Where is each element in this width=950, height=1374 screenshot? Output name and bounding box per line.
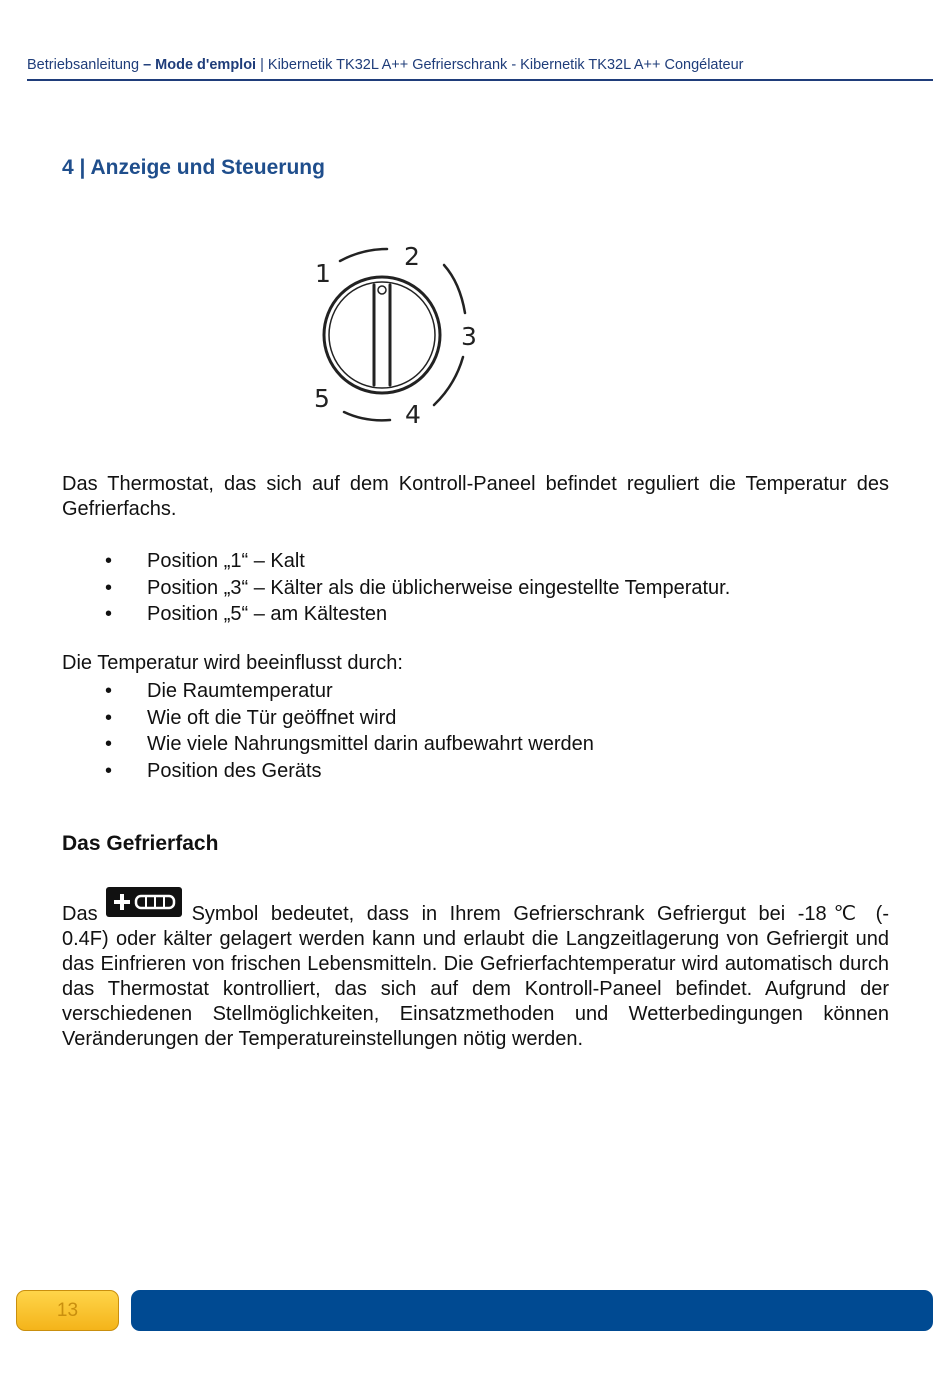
section-title: 4 | Anzeige und Steuerung — [62, 156, 325, 179]
freezer-text-after-symbol: Symbol bedeutet, dass in Ihrem Gefrierschrank Gefriergut bei -18℃ (- — [191, 903, 889, 925]
footer-bar — [131, 1290, 933, 1331]
list-item: • Wie viele Nahrungsmittel darin aufbewahrt werden — [105, 733, 594, 755]
list-item: • Position des Geräts — [105, 759, 322, 782]
position-list — [62, 548, 730, 628]
freezer-heading: Das Gefrierfach — [62, 832, 219, 855]
list-item: • Position „1“ – Kalt — [105, 550, 305, 572]
dial-label-5: 5 — [314, 384, 330, 413]
header-divider — [27, 79, 933, 81]
list-item: • Position „5“ – am Kältesten — [105, 603, 388, 625]
freezer-text-start: Das — [62, 903, 98, 925]
dial-label-2: 2 — [404, 242, 420, 271]
influence-heading: Die Temperatur wird beeinflusst durch: — [62, 652, 403, 674]
list-item: • Die Raumtemperatur — [105, 680, 333, 702]
influence-list — [62, 678, 594, 784]
page-number: 13 — [16, 1290, 119, 1331]
header-product: | Kibernetik TK32L A++ Gefrierschrank - Kibernetik TK32L A++ Congélateur — [256, 57, 744, 73]
freezer-paragraph — [62, 897, 889, 1052]
dial-label-3: 3 — [461, 322, 477, 351]
thermostat-dial-illustration — [300, 235, 490, 430]
dial-label-4: 4 — [405, 400, 421, 429]
intro-paragraph: Das Thermostat, das sich auf dem Kontroll-Paneel befindet reguliert die Temperatur des Gefrierfachs. — [62, 473, 889, 520]
header-title-de: Betriebsanleitung — [27, 57, 144, 73]
freezer-star-rating-icon — [106, 887, 182, 917]
list-item: • Wie oft die Tür geöffnet wird — [105, 706, 397, 729]
dial-label-1: 1 — [315, 259, 331, 288]
running-header — [27, 57, 932, 73]
list-item: • Position „3“ – Kälter als die üblicherweise eingestellte Temperatur. — [105, 576, 731, 599]
freezer-text-body: 0.4F) oder kälter gelagert werden kann und erlaubt die Langzeitlagerung von Gefriergit und das Einfrieren von frischen Lebensmitteln. Die Gefrierfachtemperatur wird automatisch durch das Thermostat kontrolliert, das sich auf dem Kontroll-Paneel befindet. Aufgrund der verschiedenen Stellmöglichkeiten, Einsatzmethoden und Wetterbedingungen können Veränderungen der Temperatureinstellungen nötig werden. — [62, 928, 889, 1050]
header-title-fr: – Mode d'emploi — [143, 57, 257, 73]
